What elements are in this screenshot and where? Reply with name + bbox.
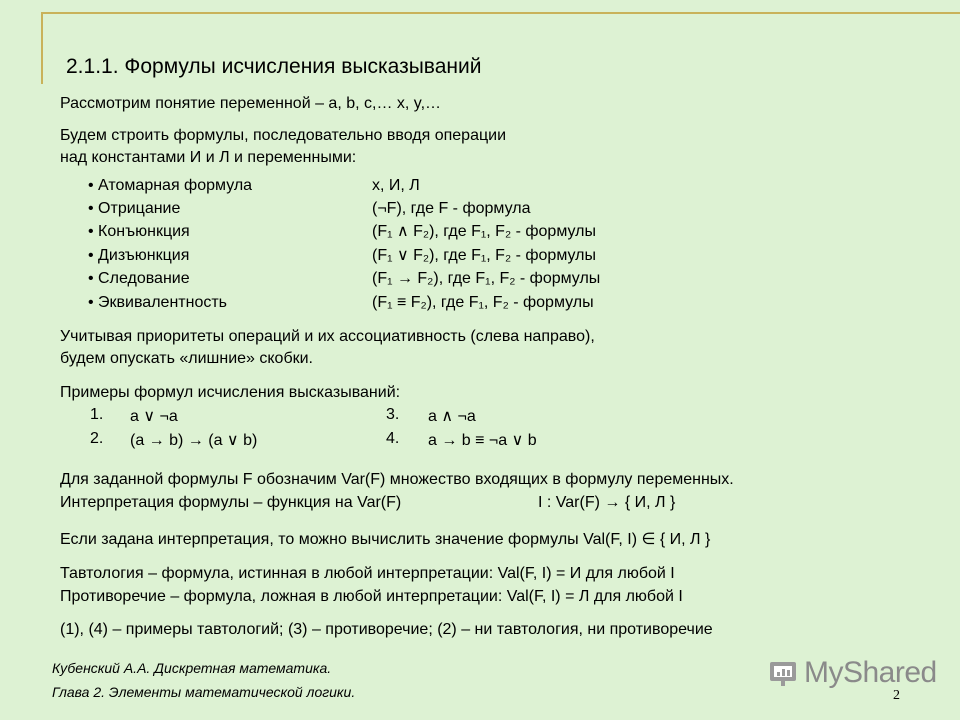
interpretation-formula: I : Var(F) → { И, Л } xyxy=(538,494,676,511)
examples-title: Примеры формул исчисления высказываний: xyxy=(60,384,401,401)
conclusion-text: (1), (4) – примеры тавтологий; (3) – противоречие; (2) – ни тавтология, ни противоречие xyxy=(60,621,713,638)
definition-name: • Атомарная формула xyxy=(88,177,253,194)
definition-form: (F₁ ≡ F₂), где F₁, F₂ - формулы xyxy=(372,294,594,311)
presentation-icon xyxy=(768,658,798,688)
intro-text: Рассмотрим понятие переменной – a, b, c,… x, y,… xyxy=(60,95,442,112)
footer-author: Кубенский А.А. Дискретная математика. xyxy=(52,660,332,676)
build-text-1: Будем строить формулы, последовательно вводя операции xyxy=(60,127,507,144)
definition-form: (¬F), где F - формула xyxy=(372,200,531,217)
logo xyxy=(768,656,937,690)
example-number: 4. xyxy=(386,430,400,447)
definition-form: (F₁ → F₂), где F₁, F₂ - формулы xyxy=(372,270,601,287)
footer-chapter: Глава 2. Элементы математической логики. xyxy=(52,684,356,700)
example-formula: a ∧ ¬a xyxy=(428,408,476,425)
frame-vertical-line xyxy=(41,12,43,84)
example-formula: a → b ≡ ¬a ∨ b xyxy=(428,432,537,449)
page-number: 2 xyxy=(893,688,900,703)
definition-form: x, И, Л xyxy=(372,177,420,194)
contradiction-definition: Противоречие – формула, ложная в любой интерпретации: Val(F, I) = Л для любой I xyxy=(60,588,683,605)
definition-form: (F₁ ∨ F₂), где F₁, F₂ - формулы xyxy=(372,247,596,264)
priority-text-1: Учитывая приоритеты операций и их ассоциативность (слева направо), xyxy=(60,328,595,345)
definition-name: • Дизъюнкция xyxy=(88,247,190,264)
slide-title: 2.1.1. Формулы исчисления высказываний xyxy=(66,55,482,78)
definition-name: • Эквивалентность xyxy=(88,294,227,311)
value-text: Если задана интерпретация, то можно вычислить значение формулы Val(F, I) ∈ { И, Л } xyxy=(60,531,711,548)
example-number: 3. xyxy=(386,406,400,423)
example-number: 2. xyxy=(90,430,104,447)
definition-name: • Конъюнкция xyxy=(88,223,190,240)
priority-text-2: будем опускать «лишние» скобки. xyxy=(60,350,313,367)
example-formula: (a → b) → (a ∨ b) xyxy=(130,432,258,449)
tautology-definition: Тавтология – формула, истинная в любой интерпретации: Val(F, I) = И для любой I xyxy=(60,565,675,582)
frame-horizontal-line xyxy=(41,12,960,14)
var-definition: Для заданной формулы F обозначим Var(F) множество входящих в формулу переменных. xyxy=(60,471,734,488)
logo-text: MyShared xyxy=(804,656,937,689)
definition-name: • Следование xyxy=(88,270,190,287)
example-formula: a ∨ ¬a xyxy=(130,408,178,425)
definition-name: • Отрицание xyxy=(88,200,181,217)
interpretation-text: Интерпретация формулы – функция на Var(F) xyxy=(60,494,402,511)
example-number: 1. xyxy=(90,406,104,423)
definition-form: (F₁ ∧ F₂), где F₁, F₂ - формулы xyxy=(372,223,596,240)
build-text-2: над константами И и Л и переменными: xyxy=(60,149,357,166)
